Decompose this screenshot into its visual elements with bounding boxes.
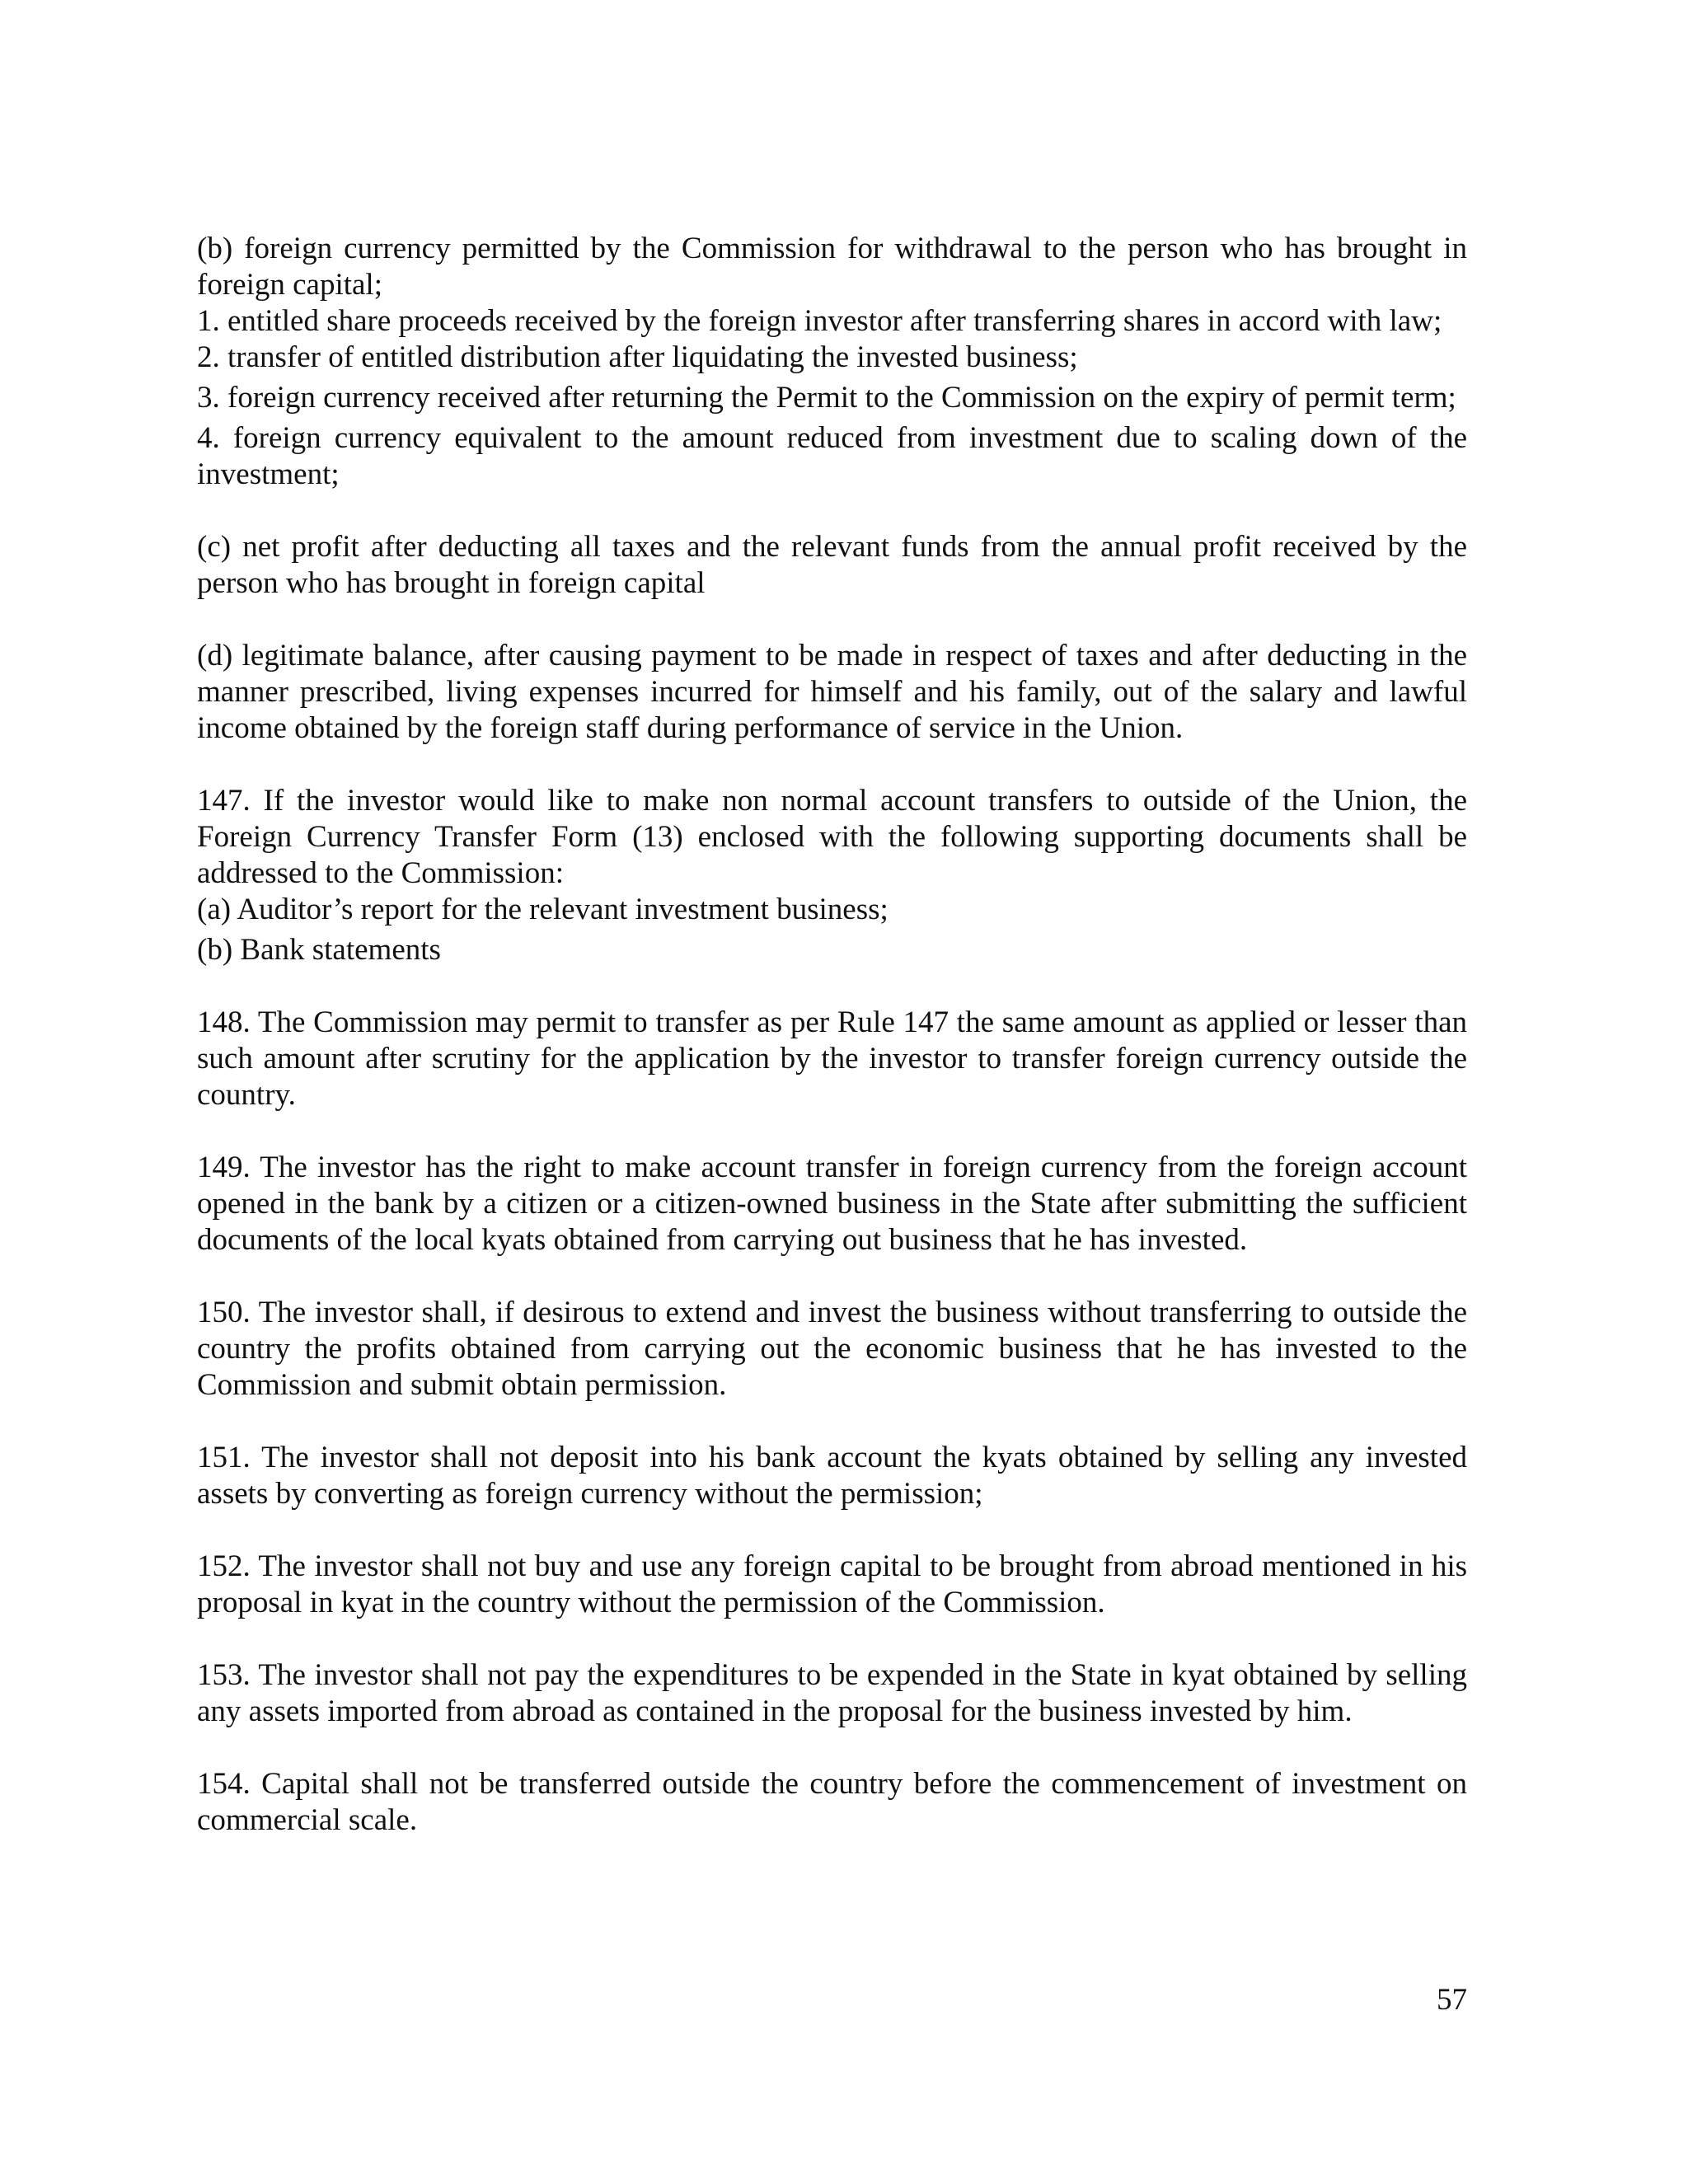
- rule-154: 154. Capital shall not be transferred outside the country before the commencement of investment on commercial scale.: [197, 1767, 1467, 1837]
- rule-147-item-b: (b) Bank statements: [197, 933, 441, 967]
- item-1-share-proceeds: 1. entitled share proceeds received by the foreign investor after transferring shares in accord with law;: [197, 304, 1442, 338]
- item-2-liquidation-distribution: 2. transfer of entitled distribution after liquidating the invested business;: [197, 340, 1078, 374]
- page-body: [197, 231, 1467, 1839]
- rule-151: 151. The investor shall not deposit into his bank account the kyats obtained by selling any invested assets by converting as foreign currency without the permission;: [197, 1441, 1467, 1511]
- item-3-permit-expiry: 3. foreign currency received after returning the Permit to the Commission on the expiry of permit term;: [197, 381, 1456, 415]
- page-number: 57: [1437, 1983, 1467, 2017]
- rule-150: 150. The investor shall, if desirous to extend and invest the business without transferring to outside the country the profits obtained from carrying out the economic business that he has invested to the Commission and submit obtain permission.: [197, 1296, 1467, 1402]
- item-4-scaling-down: 4. foreign currency equivalent to the amount reduced from investment due to scaling down of the investment;: [197, 421, 1467, 491]
- rule-147-item-a: (a) Auditor’s report for the relevant investment business;: [197, 893, 889, 926]
- rule-149: 149. The investor has the right to make account transfer in foreign currency from the foreign account opened in the bank by a citizen or a citizen-owned business in the State after submitting the sufficient documents of the local kyats obtained from carrying out business that he has invested.: [197, 1151, 1467, 1257]
- clause-b-foreign-currency: (b) foreign currency permitted by the Commission for withdrawal to the person who has brought in foreign capital;: [197, 232, 1467, 302]
- rule-147: 147. If the investor would like to make non normal account transfers to outside of the Union, the Foreign Currency Transfer Form (13) enclosed with the following supporting documents shall be addressed to the Commission:: [197, 784, 1467, 890]
- rule-153: 153. The investor shall not pay the expenditures to be expended in the State in kyat obtained by selling any assets imported from abroad as contained in the proposal for the business invested by him.: [197, 1658, 1467, 1728]
- clause-c-net-profit: (c) net profit after deducting all taxes and the relevant funds from the annual profit received by the person who has brought in foreign capital: [197, 530, 1467, 600]
- rule-148: 148. The Commission may permit to transfer as per Rule 147 the same amount as applied or lesser than such amount after scrutiny for the application by the investor to transfer foreign currency outside the country.: [197, 1005, 1467, 1112]
- rule-152: 152. The investor shall not buy and use any foreign capital to be brought from abroad mentioned in his proposal in kyat in the country without the permission of the Commission.: [197, 1549, 1467, 1619]
- clause-d-legitimate-balance: (d) legitimate balance, after causing payment to be made in respect of taxes and after deducting in the manner prescribed, living expenses incurred for himself and his family, out of the salary and lawful income obtained by the foreign staff during performance of service in the Union.: [197, 639, 1467, 745]
